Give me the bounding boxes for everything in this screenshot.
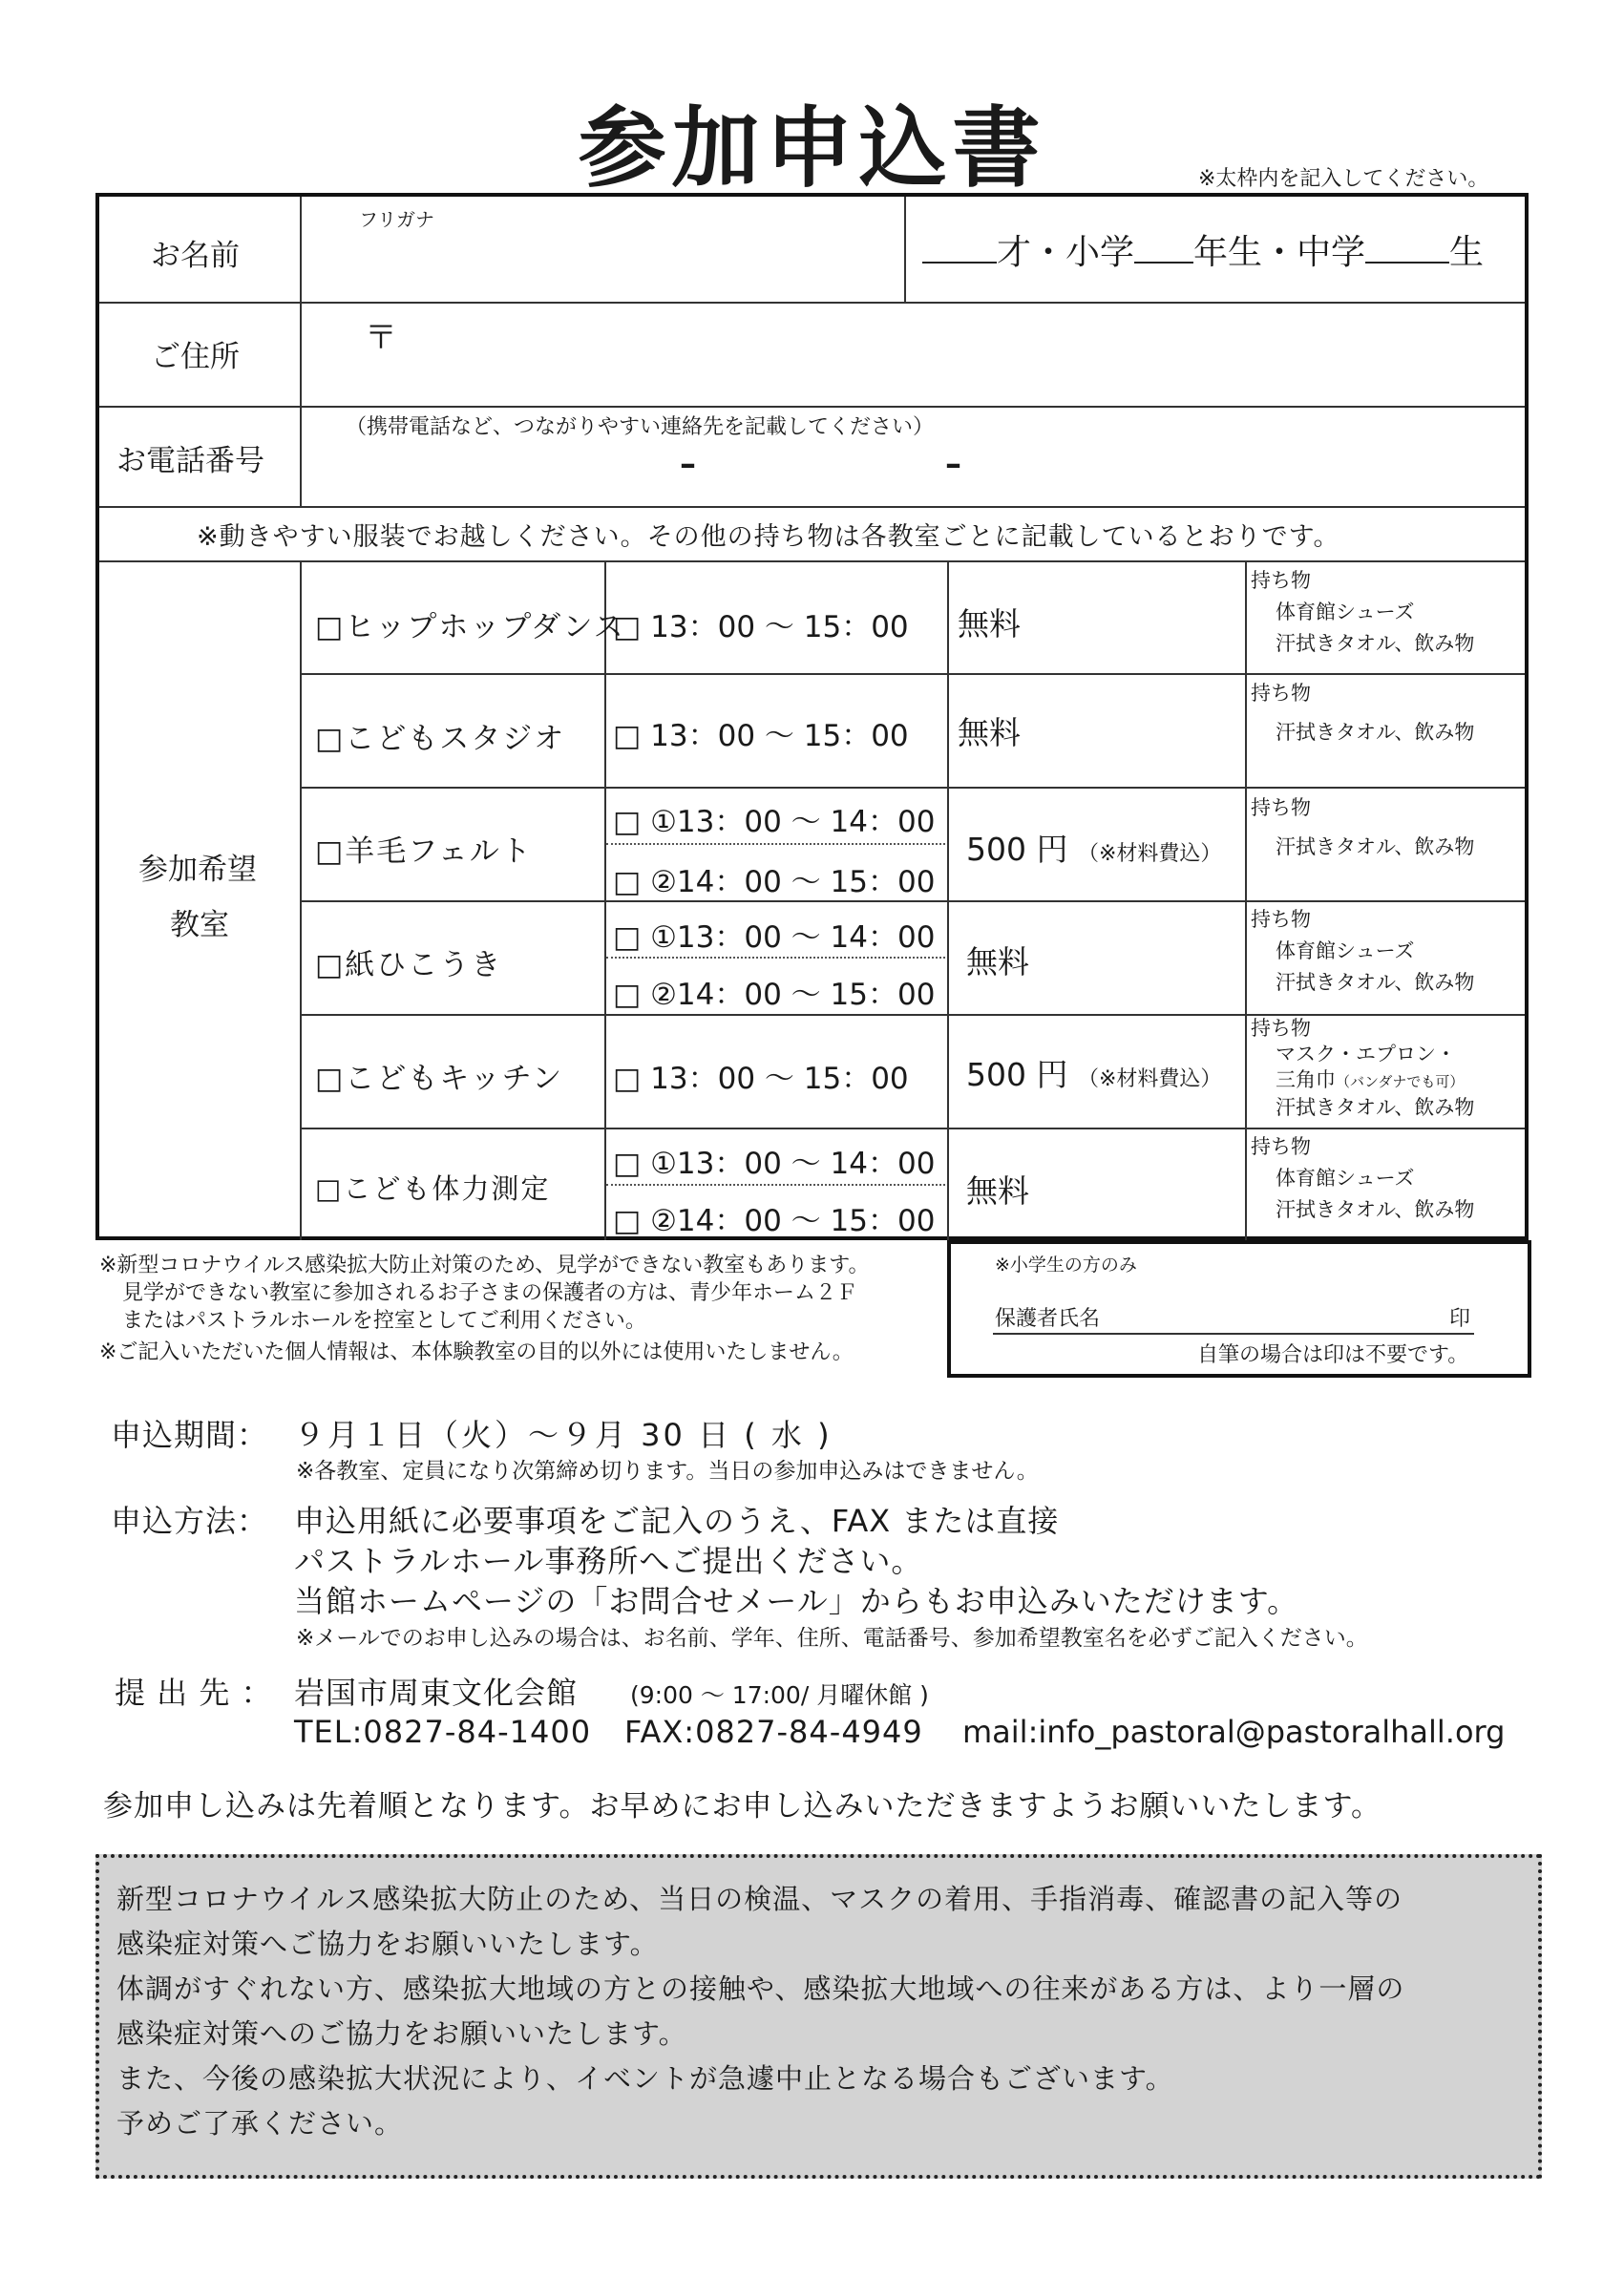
- class-items-hiphop: 持ち物 体育館シューズ 汗拭きタオル、飲み物: [1251, 569, 1475, 655]
- top-note: ※太枠内を記入してください。: [1198, 167, 1489, 191]
- class-label-1: 参加希望: [138, 853, 257, 887]
- page-title: 参加申込書: [578, 97, 1046, 200]
- class-time-hiphop[interactable]: □ 13：00 ～ 15：00: [613, 610, 909, 644]
- class-time-kitchen[interactable]: □ 13：00 ～ 15：00: [613, 1062, 909, 1096]
- privacy-note: ※ご記入いただいた個人情報は、本体験教室の目的以外には使用いたしません。: [99, 1340, 854, 1364]
- phone-note: （携帯電話など、つながりやすい連絡先を記載してください）: [346, 415, 935, 439]
- class-name-kitchen[interactable]: □こどもキッチン: [315, 1062, 564, 1096]
- notice-line-3: 体調がすぐれない方、感染拡大地域の方との接触や、感染拡大地域への往来がある方は、より一層の: [116, 1972, 1405, 2005]
- class-name-fitness[interactable]: □こども体力測定: [315, 1172, 551, 1205]
- method-line-1: 申込用紙に必要事項をご記入のうえ、FAX または直接: [294, 1503, 1060, 1539]
- corona-note-2: 見学ができない教室に参加されるお子さまの保護者の方は、青少年ホーム２Ｆ: [122, 1281, 858, 1305]
- seal-mark: 印: [1449, 1307, 1471, 1331]
- method-label: 申込方法：: [111, 1503, 269, 1539]
- class-time-felt-2[interactable]: □ ②14：00 ～ 15：00: [613, 865, 936, 899]
- notice-line-2: 感染症対策へご協力をお願いいたします。: [116, 1928, 659, 1960]
- address-input[interactable]: [296, 353, 1518, 401]
- method-line-3: 当館ホームページの「お問合せメール」からもお申込みいただけます。: [294, 1583, 1299, 1619]
- notice-line-5: また、今後の感染拡大状況により、イベントが急遽中止となる場合もございます。: [116, 2062, 1174, 2095]
- notice-line-1: 新型コロナウイルス感染拡大防止のため、当日の検温、マスクの着用、手指消毒、確認書の記入等の: [116, 1883, 1403, 1915]
- class-name-hiphop[interactable]: □ヒップホップダンス: [315, 610, 625, 644]
- class-items-plane: 持ち物 体育館シューズ 汗拭きタオル、飲み物: [1251, 908, 1475, 994]
- age-grade-field[interactable]: 才・小学 年生・中学 生: [922, 225, 1484, 274]
- contact-tel: TEL:0827-84-1400: [294, 1714, 592, 1750]
- contact-fax: FAX:0827-84-4949: [624, 1714, 923, 1750]
- submit-label: 提 出 先 ：: [115, 1675, 273, 1711]
- class-name-felt[interactable]: □羊毛フェルト: [315, 834, 533, 869]
- covid-notice-box: [95, 1854, 1542, 2179]
- class-time-plane-2[interactable]: □ ②14：00 ～ 15：00: [613, 978, 936, 1012]
- name-input[interactable]: [296, 239, 888, 296]
- period-value: ９月１日（火）～９月 30 日 ( 水 ): [294, 1417, 833, 1453]
- class-items-fitness: 持ち物 体育館シューズ 汗拭きタオル、飲み物: [1251, 1135, 1475, 1221]
- notice-line-6: 予めご了承ください。: [116, 2107, 404, 2140]
- guardian-sign-note: 自筆の場合は印は不要です。: [1197, 1343, 1469, 1367]
- guardian-label: 保護者氏名: [995, 1307, 1101, 1331]
- guardian-signature-line[interactable]: [993, 1333, 1474, 1335]
- class-items-felt: 持ち物 汗拭きタオル、飲み物: [1251, 796, 1475, 858]
- class-fee-fitness: 無料: [966, 1172, 1029, 1210]
- class-time-studio[interactable]: □ 13：00 ～ 15：00: [613, 719, 909, 753]
- period-label: 申込期間：: [111, 1417, 269, 1453]
- class-fee-felt: 500 円 （※材料費込）: [966, 831, 1222, 868]
- contact-mail[interactable]: mail:info_pastoral@pastoralhall.org: [962, 1714, 1506, 1750]
- corona-note-1: ※新型コロナウイルス感染拡大防止対策のため、見学ができない教室もあります。: [99, 1254, 870, 1277]
- class-time-plane-1[interactable]: □ ①13：00 ～ 14：00: [613, 920, 936, 955]
- period-note: ※各教室、定員になり次第締め切ります。当日の参加申込みはできません。: [296, 1459, 1039, 1484]
- class-time-fitness-2[interactable]: □ ②14：00 ～ 15：00: [613, 1204, 936, 1238]
- method-note: ※メールでのお申し込みの場合は、お名前、学年、住所、電話番号、参加希望教室名を必ずご記入ください。: [296, 1626, 1368, 1651]
- class-fee-plane: 無料: [966, 943, 1029, 981]
- phone-dash-1: –: [680, 445, 696, 483]
- class-name-plane[interactable]: □紙ひこうき: [315, 948, 503, 982]
- class-fee-studio: 無料: [958, 714, 1021, 751]
- name-label: お名前: [151, 239, 240, 273]
- first-come-note: 参加申し込みは先着順となります。お早めにお申し込みいただきますようお願いいたします。: [103, 1789, 1382, 1824]
- submit-place: 岩国市周東文化会館: [294, 1675, 579, 1711]
- guardian-note: ※小学生の方のみ: [995, 1255, 1137, 1276]
- class-fee-kitchen: 500 円 （※材料費込）: [966, 1056, 1222, 1093]
- notice-line-4: 感染症対策へのご協力をお願いいたします。: [116, 2017, 687, 2050]
- class-items-kitchen: 持ち物 マスク・エプロン・ 三角巾（バンダナでも可） 汗拭きタオル、飲み物: [1251, 1017, 1475, 1119]
- phone-input[interactable]: [296, 449, 1518, 496]
- corona-note-3: またはパストラルホールを控室としてご利用ください。: [122, 1309, 646, 1333]
- address-label: ご住所: [151, 340, 240, 374]
- class-items-studio: 持ち物 汗拭きタオル、飲み物: [1251, 682, 1475, 744]
- phone-dash-2: –: [945, 445, 961, 483]
- class-fee-hiphop: 無料: [958, 605, 1021, 643]
- submit-hours: (9:00 ～ 17:00/ 月曜休館 ): [630, 1681, 929, 1709]
- furigana-label: フリガナ: [359, 208, 434, 231]
- class-name-studio[interactable]: □こどもスタジオ: [315, 722, 566, 756]
- method-line-2: パストラルホール事務所へご提出ください。: [294, 1543, 923, 1579]
- class-label-2: 教室: [170, 908, 229, 942]
- dress-note: ※動きやすい服装でお越しください。その他の持ち物は各教室ごとに記載しているとおりです。: [197, 522, 1340, 552]
- postal-mark: 〒: [365, 319, 397, 357]
- phone-label: お電話番号: [116, 444, 264, 478]
- class-time-fitness-1[interactable]: □ ①13：00 ～ 14：00: [613, 1147, 936, 1181]
- class-time-felt-1[interactable]: □ ①13：00 ～ 14：00: [613, 805, 936, 839]
